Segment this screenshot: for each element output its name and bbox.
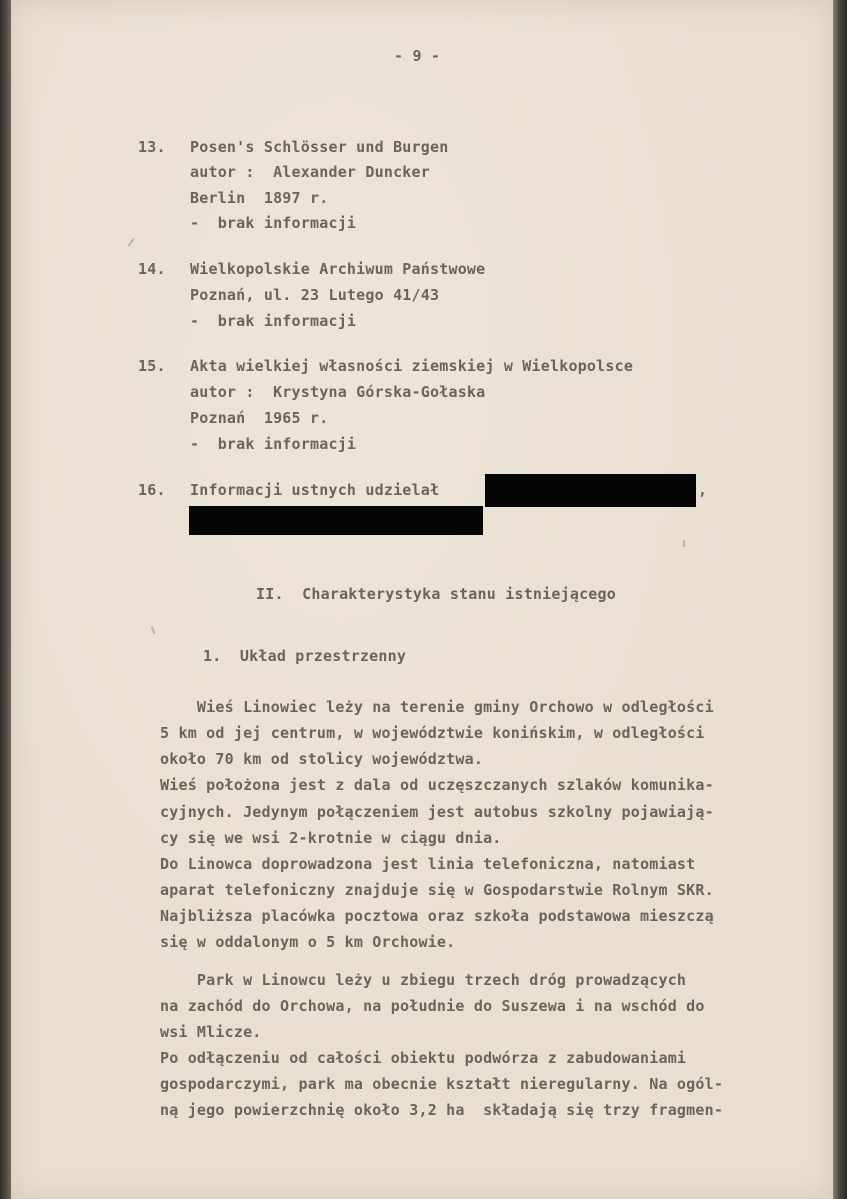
reference-13-number: 13.: [138, 138, 166, 156]
reference-13-title: Posen's Schlösser und Burgen: [190, 138, 449, 156]
scan-edge-right: [833, 0, 847, 1199]
reference-15-note: - brak informacji: [190, 435, 357, 453]
body-line: 5 km od jej centrum, w województwie konińskim, w odległości: [160, 724, 705, 742]
scan-edge-left: [0, 0, 11, 1199]
scan-mark: [683, 540, 685, 547]
body-line: cy się we wsi 2-krotnie w ciągu dnia.: [160, 829, 502, 847]
reference-15-number: 15.: [138, 357, 166, 375]
section-heading: II. Charakterystyka stanu istniejącego: [256, 585, 616, 603]
body-line: Park w Linowcu leży u zbiegu trzech dróg prowadzących: [160, 971, 687, 989]
reference-13-place-year: Berlin 1897 r.: [190, 189, 329, 207]
body-line: aparat telefoniczny znajduje się w Gospodarstwie Rolnym SKR.: [160, 881, 714, 899]
body-line: cyjnych. Jedynym połączeniem jest autobus szkolny pojawiają-: [160, 803, 714, 821]
redaction-bar-1: [485, 474, 696, 507]
reference-13-note: - brak informacji: [190, 214, 357, 232]
body-line: na zachód do Orchowa, na południe do Suszewa i na wschód do: [160, 997, 705, 1015]
redaction-bar-2: [189, 506, 483, 535]
reference-15-place-year: Poznań 1965 r.: [190, 409, 329, 427]
reference-13-author: autor : Alexander Duncker: [190, 163, 430, 181]
reference-14-number: 14.: [138, 260, 166, 278]
reference-14-title: Wielkopolskie Archiwum Państwowe: [190, 260, 486, 278]
reference-16-comma: ,: [698, 481, 708, 499]
body-line: Wieś położona jest z dala od uczęszczanych szlaków komunika-: [160, 776, 714, 794]
body-line: Wieś Linowiec leży na terenie gminy Orchowo w odległości: [160, 698, 714, 716]
page-number: - 9 -: [394, 47, 441, 65]
body-line: ną jego powierzchnię około 3,2 ha składają się trzy fragmen-: [160, 1101, 724, 1119]
reference-16-text: Informacji ustnych udzielał: [190, 481, 440, 499]
body-line: Po odłączeniu od całości obiektu podwórza z zabudowaniami: [160, 1049, 687, 1067]
body-line: Do Linowca doprowadzona jest linia telefoniczna, natomiast: [160, 855, 696, 873]
body-line: gospodarczymi, park ma obecnie kształt nieregularny. Na ogól-: [160, 1075, 724, 1093]
body-line: się w oddalonym o 5 km Orchowie.: [160, 933, 456, 951]
reference-15-author: autor : Krystyna Górska-Gołaska: [190, 383, 486, 401]
subsection-heading: 1. Układ przestrzenny: [203, 647, 407, 665]
reference-15-title: Akta wielkiej własności ziemskiej w Wielkopolsce: [190, 357, 634, 375]
body-line: około 70 km od stolicy województwa.: [160, 750, 484, 768]
reference-16-number: 16.: [138, 481, 166, 499]
reference-14-address: Poznań, ul. 23 Lutego 41/43: [190, 286, 440, 304]
body-line: Najbliższa placówka pocztowa oraz szkoła podstawowa mieszczą: [160, 907, 714, 925]
body-line: wsi Mlicze.: [160, 1023, 262, 1041]
reference-14-note: - brak informacji: [190, 312, 357, 330]
